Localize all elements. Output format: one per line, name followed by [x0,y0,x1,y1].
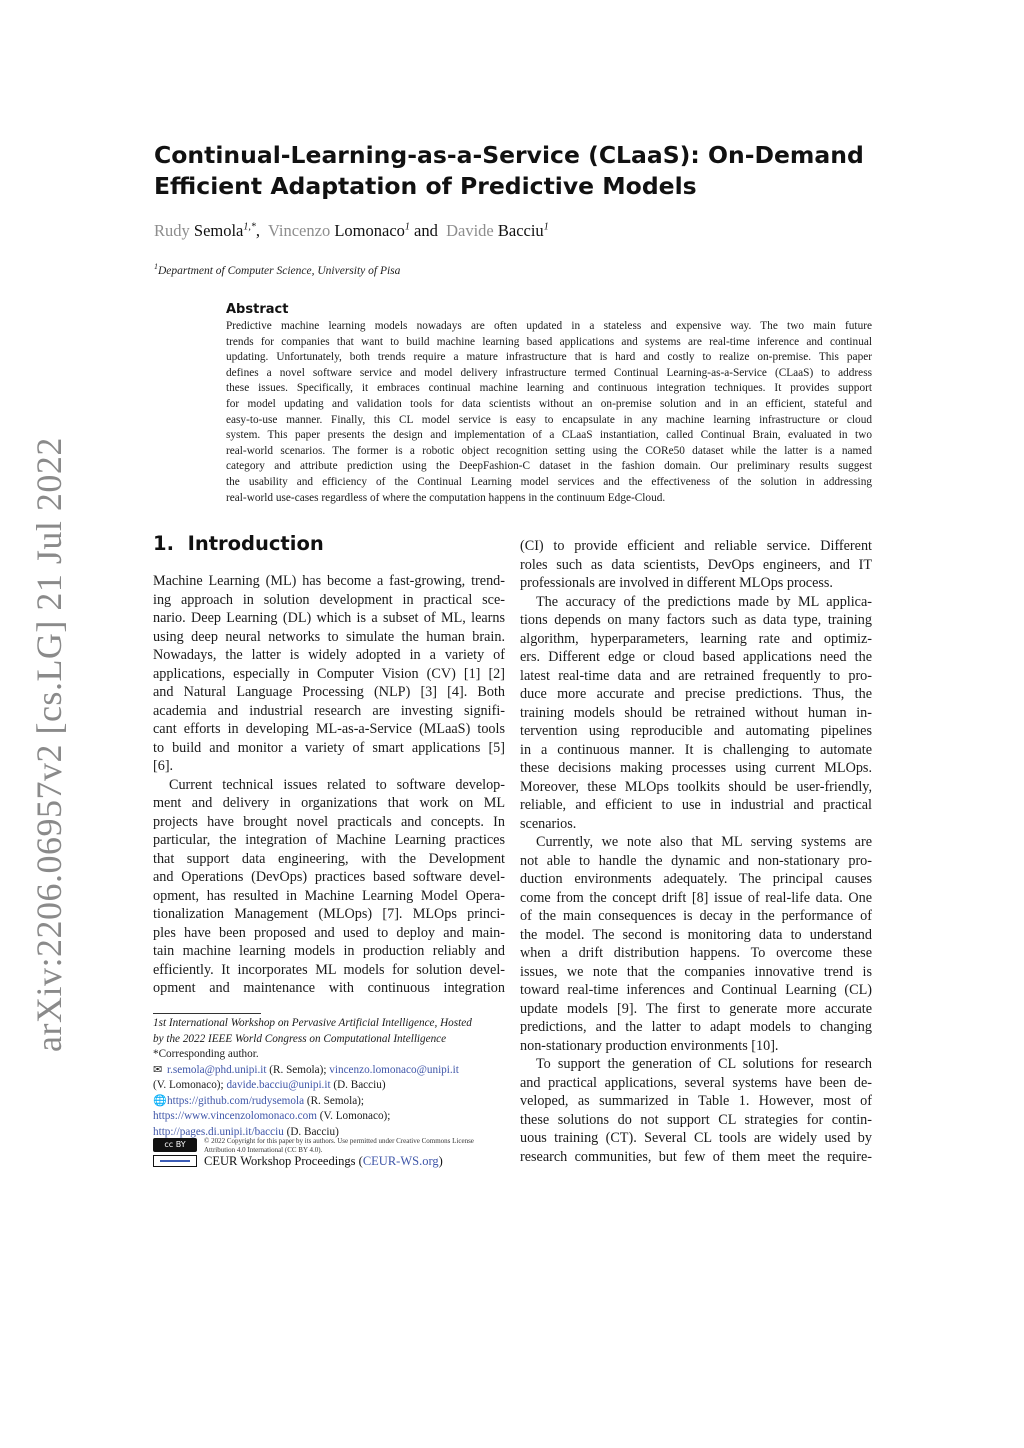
ceur-proceedings [204,1154,443,1169]
email-link-bacciu[interactable]: davide.bacciu@unipi.it [226,1079,331,1091]
email-link-lomonaco[interactable]: vincenzo.lomonaco@unipi.it [329,1063,459,1076]
right-column-text [520,537,872,1166]
body-line: not able to handle the dynamic and non-stationary pro- [520,852,872,869]
body-line: tions depends on many factors such as data type, training [520,612,872,628]
body-line: tervention using reproducible and automating pipelines [520,723,872,739]
abstract-line: trends for companies that want to build machine learning based applications and systems are real-time inference and continual [226,335,872,348]
body-line: ers. Different edge or cloud based applications need the [520,649,872,665]
body-line: training models should be retrained without human in- [520,704,872,721]
body-line: To support the generation of CL solutions for research [536,1056,872,1072]
creative-commons-icon: cc BY [153,1138,197,1152]
footnote-workshop: by the 2022 IEEE World Congress on Computational Intelligence [153,1032,447,1045]
footnote-emails [153,1063,513,1079]
body-line: when a drift distribution happens. To overcome these [520,945,872,961]
license-block [153,1137,523,1171]
abstract-line: defines a novel software service and model delivery infrastructure termed Continual Learning-as-a-Service (CLaaS) to address [226,366,872,379]
body-line: Currently, we note also that ML serving systems are [536,834,872,850]
body-line: the model. The second is monitoring data to understand [520,926,872,943]
body-line: uous training (CT). Several CL tools are widely used by [520,1130,872,1146]
body-line: applications, especially in Computer Vision (CV) [1] [2] [153,665,505,682]
author-given-name: Davide [446,221,494,240]
footnote-url-1 [153,1094,513,1110]
email-link-semola[interactable]: r.semola@phd.unipi.it [167,1063,267,1076]
body-line: non-stationary production environments [10]. [520,1037,779,1054]
body-line: nario. Deep Learning (DL) which is a subset of ML, learns [153,610,505,626]
authors-conjunction: and [414,221,438,240]
body-line: latest real-time data and are retrained frequently to pro- [520,667,872,684]
body-line: veloped, as summarized in Table 1. However, most of [520,1093,872,1109]
body-line: Nowadays, the latter is widely adopted in a variety of [153,647,505,663]
url-link-lomonaco[interactable]: https://www.vincenzolomonaco.com [153,1110,317,1122]
body-line: efficiently. It incorporates ML models for solution devel- [153,961,505,978]
author-given-name: Rudy [154,221,190,240]
body-line: that support data engineering, with the Development [153,850,505,867]
body-line: these solutions do not support CL strategies for contin- [520,1111,872,1128]
abstract-line: Predictive machine learning models nowadays are often updated in a stateless and expensive way. The two main future [226,320,872,332]
url-link-semola[interactable]: https://github.com/rudysemola [167,1094,305,1107]
url-owner: (R. Semola); [304,1094,365,1107]
body-line: (CI) to provide efficient and reliable service. Different [520,538,872,554]
body-line: scenarios. [520,815,577,832]
body-line: these decisions making processes using current MLOps. [520,760,872,776]
body-line: Current technical issues related to software develop- [169,776,505,793]
body-line: roles such as data scientists, DevOps engineers, and IT [520,556,872,573]
url-owner: (D. Bacciu) [283,1125,339,1138]
url-owner: (V. Lomonaco); [316,1110,391,1122]
body-line: predictions, and the latter to adapt models to changing [520,1019,872,1035]
abstract-line: real-world use-cases regardless of where the computation happens in the continuum Edge-Cloud. [226,491,666,504]
arxiv-identifier: arXiv:2206.06957v2 [cs.LG] 21 Jul 2022 [29,437,69,1052]
abstract-line: for model updating and validation tools for data scientists without an on-premise solution and in an efficient, stateful and [226,397,872,410]
license-text [204,1137,474,1154]
abstract-heading: Abstract [226,302,289,317]
email-owner: (R. Semola); [266,1063,330,1076]
body-line: duce more accurate and precise predictions. Thus, the [520,686,872,702]
body-line: and practical applications, several systems have been de- [520,1074,872,1091]
body-line: to build and monitor a variety of smart applications [5] [153,739,505,756]
body-line: and Natural Language Processing (NLP) [3] [4]. Both [153,684,505,700]
footnote-corresponding: *Corresponding author. [153,1048,259,1060]
author-superscript: 1 [543,221,549,233]
body-line: using deep neural networks to simulate the human brain. [153,628,505,645]
body-line: ing approach in solution development in practical sce- [153,591,505,608]
ceur-link[interactable]: CEUR-WS.org [362,1154,439,1168]
body-line: Moreover, these MLOps toolkits should be user-friendly, [520,778,872,795]
author-superscript: 1,* [243,221,256,233]
abstract-line: updating. Unfortunately, both trends require a mature infrastructure that is hard and costly to realize on-premise. This paper [226,351,872,364]
body-line: tain machine learning models in production reliably and [153,943,505,959]
body-line: particular, the integration of Machine Learning practices [153,832,505,848]
ceur-close: ) [438,1154,443,1168]
body-line: reliable, and efficient to use in industrial and practical [520,797,872,813]
section-heading-introduction [153,532,324,555]
globe-icon: 🌐 [153,1094,167,1107]
footnote-workshop: 1st International Workshop on Pervasive Artificial Intelligence, Hosted [153,1017,472,1029]
footnotes [153,1016,513,1140]
body-line: tionalization Management (MLOps) [7]. MLOps princi- [153,906,505,922]
title-line-2: Efficient Adaptation of Predictive Models [154,172,697,200]
footnote-url-2 [153,1109,513,1125]
body-line: ples have been proposed and used to deploy and main- [153,924,505,941]
abstract-line: the usability and efficiency of the Continual Learning model services and the effectiveness of the solution in addressing [226,475,872,488]
ceur-logo-icon [153,1155,197,1167]
body-line: cant efforts in developing ML-as-a-Service (MLaaS) tools [153,721,505,737]
footnote-emails-cont [153,1078,513,1094]
license-text-line: Attribution 4.0 International (CC BY 4.0). [204,1145,323,1154]
paper-title [154,140,874,202]
abstract-block [226,302,872,506]
body-line: update models [9]. The first to generate more accurate [520,1000,872,1017]
footnote-divider [153,1013,261,1014]
body-line: research communities, but few of them meet the require- [520,1148,872,1165]
body-line: duction environments adequately. The principal causes [520,871,872,887]
body-line: opment, has resulted in Machine Learning Model Opera- [153,887,505,904]
body-line: academia and industrial research are investing signifi- [153,702,505,719]
ceur-label: CEUR Workshop Proceedings ( [204,1154,363,1168]
author-list: Rudy Semola$^{1,*}$, Vincenzo Lomonaco$^1$ and Davide Bacciu$^1$ [154,221,549,240]
affiliation-text: Department of Computer Science, University of Pisa [158,264,401,277]
abstract-line: real-world scenarios. The former is a robotic object recognition setting using the CORe50 dataset while the latter is a named [226,444,872,457]
license-text-line: © 2022 Copyright for this paper by its authors. Use permitted under Creative Commons License [204,1137,474,1145]
body-line: The accuracy of the predictions made by ML applica- [536,593,872,610]
body-line: toward real-time inferences and Continual Learning (CL) [520,982,872,998]
url-link-bacciu[interactable]: http://pages.di.unipi.it/bacciu [153,1125,284,1138]
author-family-name: Lomonaco [334,221,405,240]
body-line: projects have brought novel practicals and concepts. In [153,813,505,830]
body-line: issues, we note that the companies innovative trend is [520,963,872,980]
section-title: Introduction [187,532,324,555]
author-family-name: Semola [193,221,244,240]
body-line: come from the concept drift [8] issue of real-life data. One [520,889,872,906]
body-line: in a continuous manner. It is challenging to automate [520,741,872,758]
author-family-name: Bacciu [497,221,544,240]
author-given-name: Vincenzo [267,221,331,240]
envelope-icon: ✉ [153,1063,163,1076]
left-column-text [153,572,505,998]
abstract-line: category and attribute prediction using the DeepFashion-C dataset in the fashion domain. Our preliminary results suggest [226,460,872,473]
abstract-line: system. This paper presents the design and implementation of a CLaaS instantiation, called Continual Brain, evaluated in two [226,429,872,442]
affiliation-superscript: 1 [154,262,158,271]
body-line: of the main consequences is decay in the performance of [520,908,872,924]
body-line: professionals are involved in different MLOps process. [520,575,833,591]
body-line: Machine Learning (ML) has become a fast-growing, trend- [153,573,505,589]
body-line: [6]. [153,758,174,774]
body-line: opment and maintenance with continuous integration [153,980,505,996]
affiliation [154,262,400,277]
title-line-1: Continual-Learning-as-a-Service (CLaaS): On-Demand [154,141,864,169]
section-number: 1. [153,532,174,555]
body-line: and Operations (DevOps) practices based software devel- [153,869,505,885]
email-owner: (V. Lomonaco); [153,1079,227,1091]
author-superscript: 1 [404,221,410,233]
body-line: ment and delivery in organizations that work on ML [153,795,505,811]
abstract-line: easy-to-use manner. Finally, this CL model service is easy to encapsulate in any machine learning infrastructure or cloud [226,413,872,426]
body-line: algorithm, hyperparameters, learning rate and optimiz- [520,630,872,647]
email-owner: (D. Bacciu) [330,1079,386,1091]
abstract-line: these issues. Specifically, it embraces continual machine learning and continuous integration techniques. It provides support [226,382,872,395]
